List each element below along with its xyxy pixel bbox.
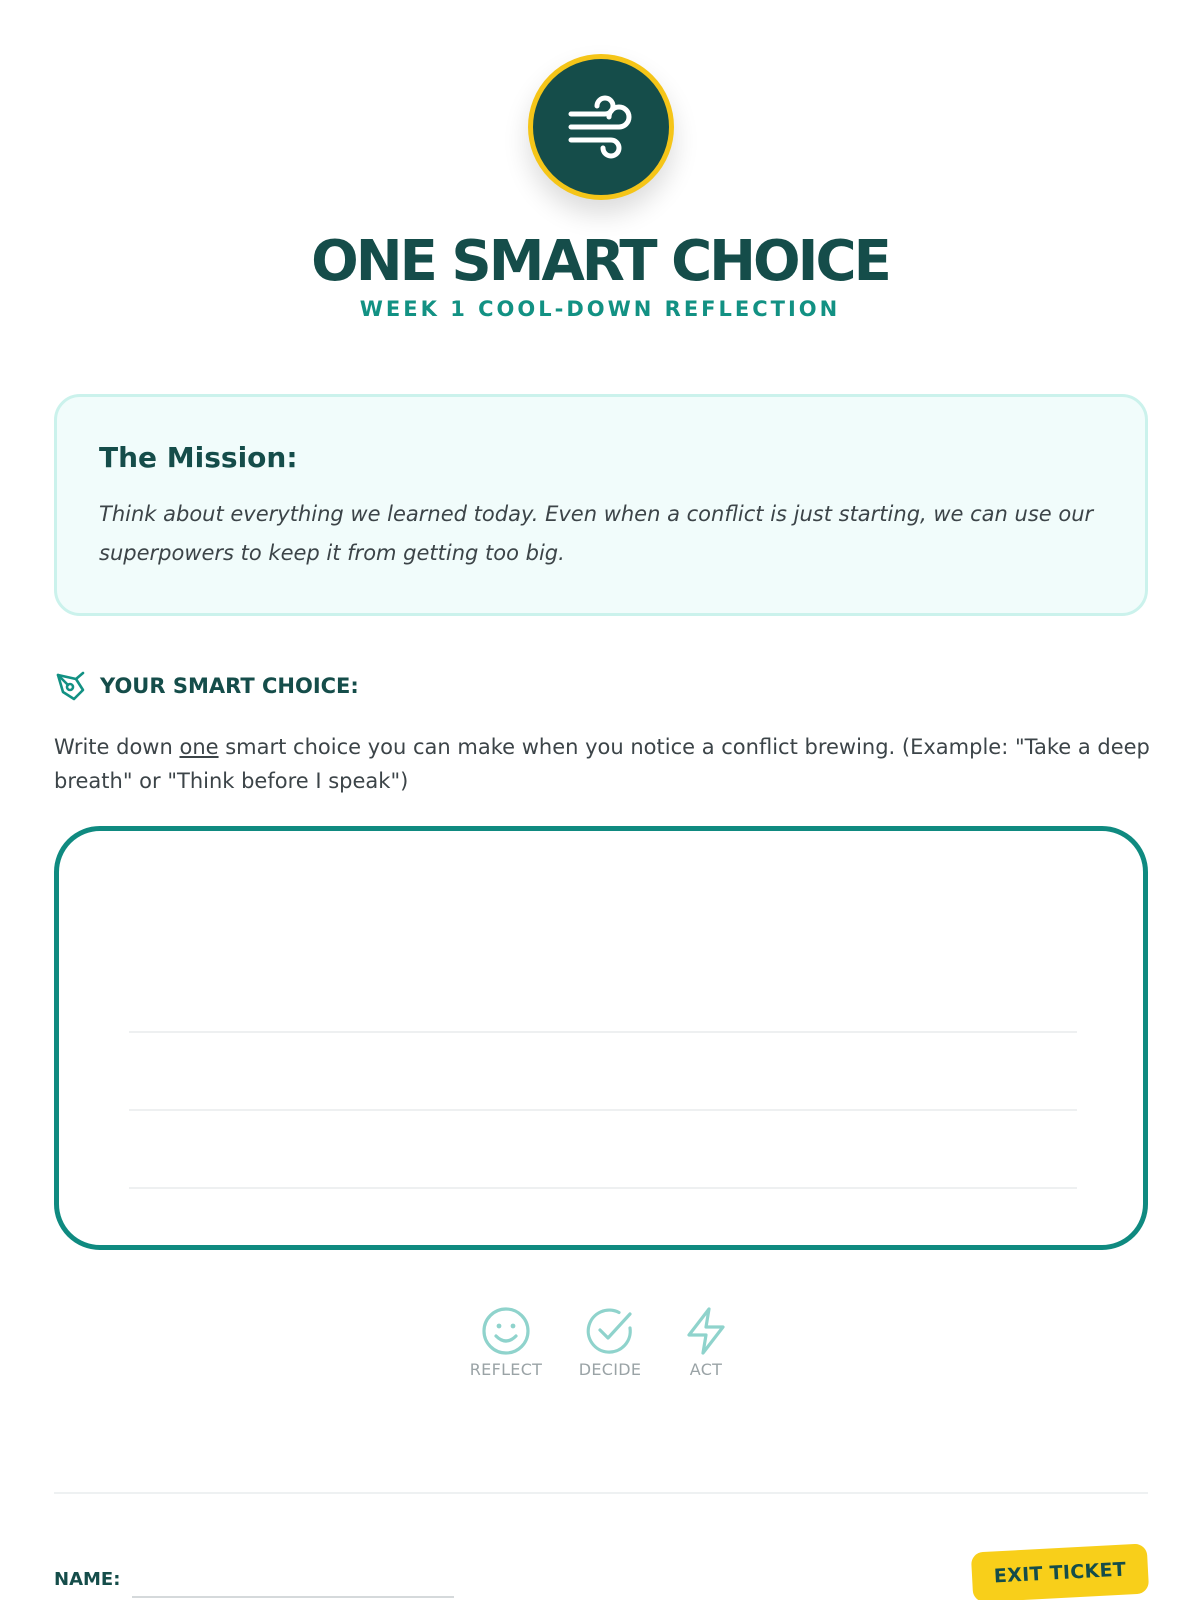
instructions-prefix: Write down — [54, 735, 180, 759]
footer-divider — [54, 1492, 1148, 1494]
step-act — [651, 1306, 761, 1379]
page-title: ONE SMART CHOICE — [311, 229, 889, 294]
choice-instructions — [54, 730, 1154, 798]
exit-ticket-badge: EXIT TICKET — [971, 1543, 1149, 1600]
steps-row — [0, 1306, 1200, 1386]
pen-icon — [54, 670, 88, 704]
step-decide — [555, 1306, 665, 1379]
choice-heading: YOUR SMART CHOICE: — [100, 674, 359, 698]
mission-card — [54, 394, 1148, 616]
name-label: NAME: — [54, 1569, 121, 1590]
name-input[interactable] — [132, 1560, 454, 1598]
smile-icon — [481, 1306, 531, 1356]
step-reflect — [451, 1306, 561, 1379]
wind-icon — [561, 92, 641, 162]
check-circle-icon — [585, 1306, 635, 1356]
writing-line — [129, 1031, 1077, 1033]
answer-box — [54, 826, 1148, 1250]
step-label: ACT — [689, 1360, 723, 1379]
writing-line — [129, 1187, 1077, 1189]
step-label: REFLECT — [469, 1360, 543, 1379]
mission-heading: The Mission: — [99, 441, 298, 474]
mission-text: Think about everything we learned today. Even when a conflict is just starting, we can use our superpowers to keep it from getting too big. — [99, 502, 1094, 565]
writing-line — [129, 1109, 1077, 1111]
instructions-emphasis: one — [179, 735, 219, 759]
lightning-icon — [681, 1306, 731, 1356]
step-label: DECIDE — [578, 1360, 642, 1379]
answer-textarea[interactable] — [129, 861, 1075, 1191]
logo-badge — [528, 54, 674, 200]
page-subtitle: WEEK 1 COOL-DOWN REFLECTION — [359, 297, 841, 321]
instructions-suffix: smart choice you can make when you notice a conflict brewing. (Example: "Take a deep breath" or "Think before I speak") — [54, 735, 1150, 793]
